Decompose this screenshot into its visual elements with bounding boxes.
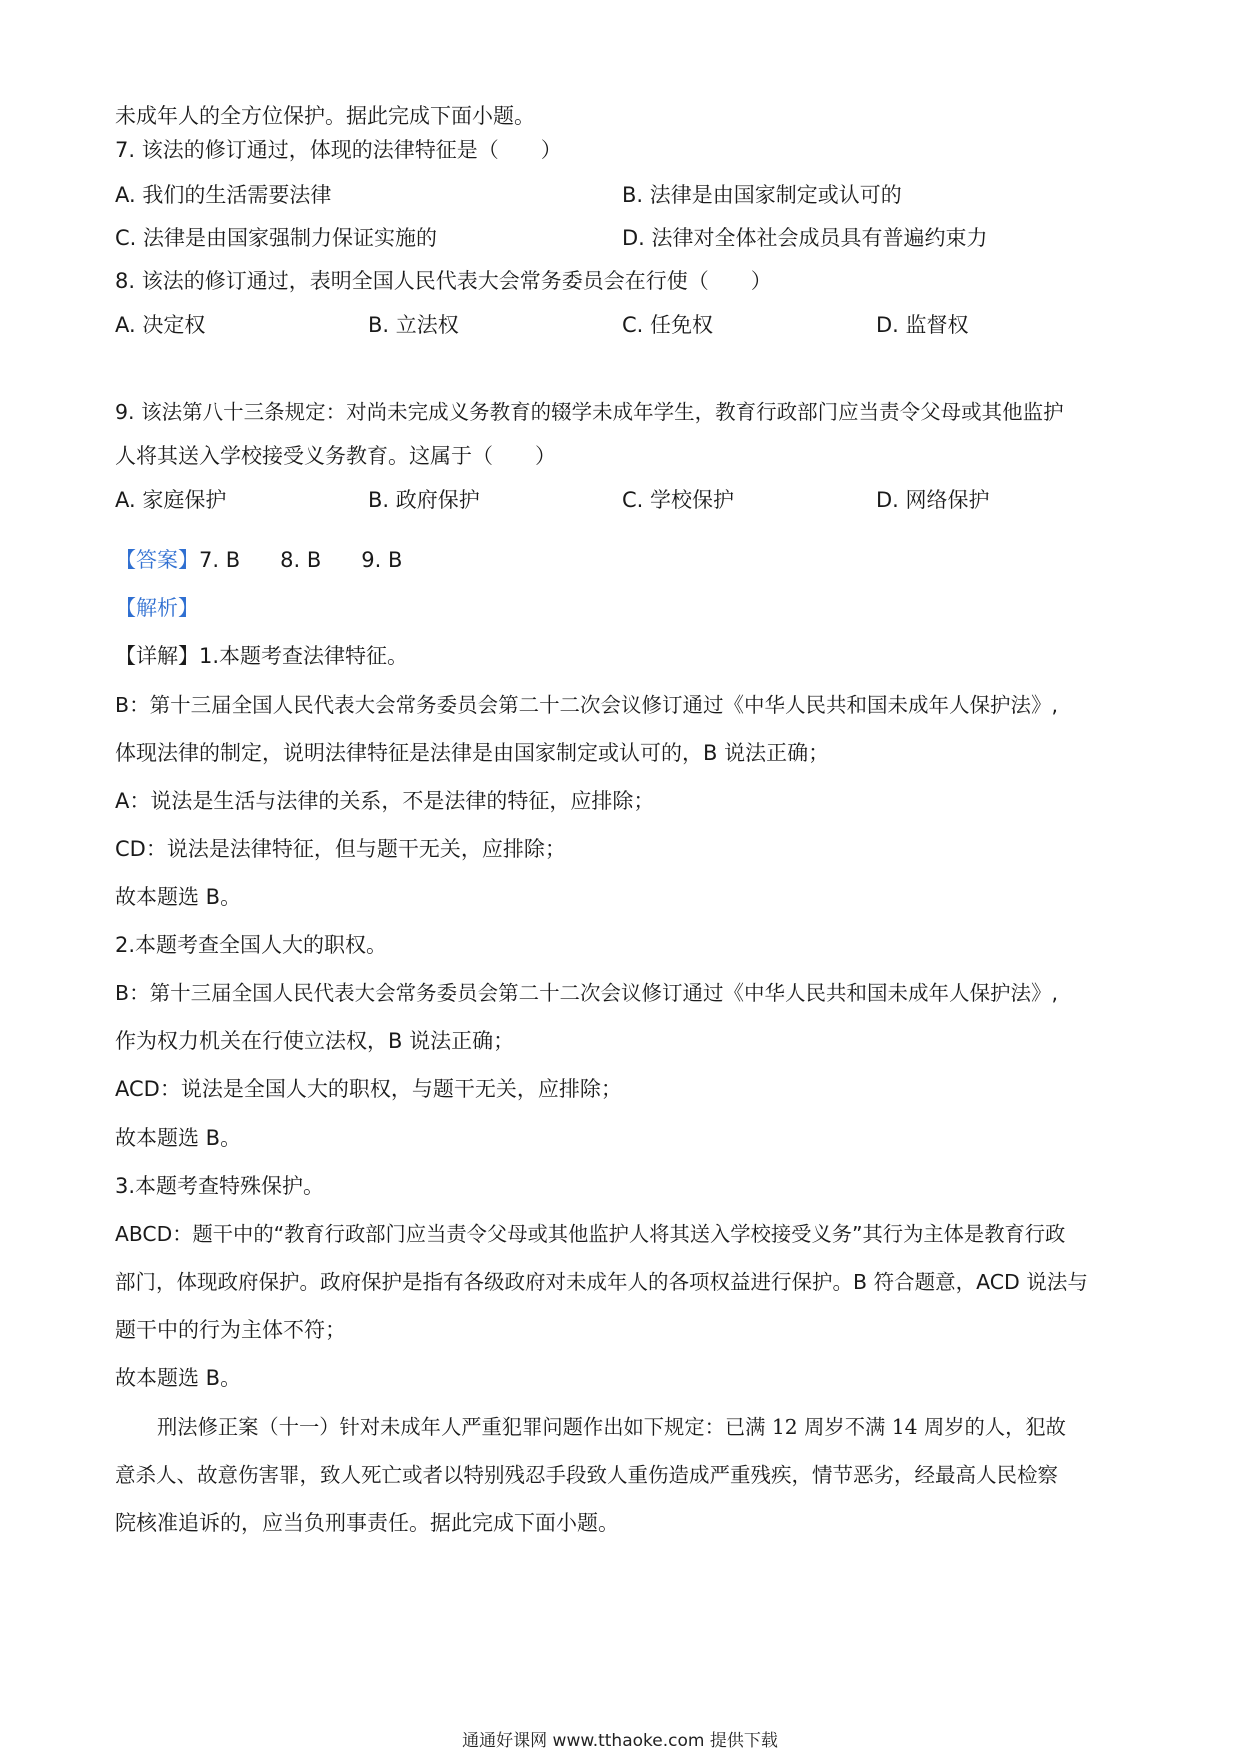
passage-line: 刑法修正案（十一）针对未成年人严重犯罪问题作出如下规定：已满 12 周岁不满 14 周岁的人，犯故 xyxy=(157,1415,1066,1439)
question-7-option-d: D. 法律对全体社会成员具有普遍约束力 xyxy=(622,226,988,250)
detail-line: B：第十三届全国人民代表大会常务委员会第二十二次会议修订通过《中华人民共和国未成年人保护法》, xyxy=(115,693,1059,717)
intro-tail: 未成年人的全方位保护。据此完成下面小题。 xyxy=(115,104,535,128)
question-9-option-c: C. 学校保护 xyxy=(622,488,735,512)
passage-line: 意杀人、故意伤害罪，致人死亡或者以特别残忍手段致人重伤造成严重残疾，情节恶劣，经最高人民检察 xyxy=(115,1463,1058,1487)
detail-line: 3.本题考查特殊保护。 xyxy=(115,1174,325,1198)
detail-line: 故本题选 B。 xyxy=(115,1126,242,1150)
detail-line: ACD：说法是全国人大的职权，与题干无关，应排除； xyxy=(115,1077,622,1101)
question-7-option-a: A. 我们的生活需要法律 xyxy=(115,183,332,207)
question-8-option-a: A. 决定权 xyxy=(115,313,206,337)
detail-line: 体现法律的制定，说明法律特征是法律是由国家制定或认可的，B 说法正确； xyxy=(115,741,830,765)
detail-line: 题干中的行为主体不符； xyxy=(115,1318,346,1342)
answer-row xyxy=(115,545,442,575)
detail-line: 作为权力机关在行使立法权，B 说法正确； xyxy=(115,1029,515,1053)
passage-line: 院核准追诉的，应当负刑事责任。据此完成下面小题。 xyxy=(115,1511,619,1535)
question-9-option-d: D. 网络保护 xyxy=(876,488,990,512)
detail-line: 2.本题考查全国人大的职权。 xyxy=(115,933,388,957)
detail-line: CD：说法是法律特征，但与题干无关，应排除； xyxy=(115,837,566,861)
page-footer: 通通好课网 www.tthaoke.com 提供下载 xyxy=(462,1731,778,1751)
question-9-stem-line1: 9. 该法第八十三条规定：对尚未完成义务教育的辍学未成年学生，教育行政部门应当责令父母或其他监护 xyxy=(115,400,1064,424)
question-7-stem: 7. 该法的修订通过，体现的法律特征是（ ） xyxy=(115,138,562,162)
detail-line: A：说法是生活与法律的关系，不是法律的特征，应排除； xyxy=(115,789,655,813)
question-8-stem: 8. 该法的修订通过，表明全国人民代表大会常务委员会在行使（ ） xyxy=(115,269,772,293)
detail-line: 故本题选 B。 xyxy=(115,1366,242,1390)
question-9-stem-line2: 人将其送入学校接受义务教育。这属于（ ） xyxy=(115,444,556,468)
answer-8: 8. B xyxy=(280,548,322,572)
analysis-label: 【解析】 xyxy=(115,596,199,620)
detail-line: 部门，体现政府保护。政府保护是指有各级政府对未成年人的各项权益进行保护。B 符合题意，ACD 说法与 xyxy=(115,1270,1088,1294)
question-9-option-a: A. 家庭保护 xyxy=(115,488,227,512)
detail-line: 【详解】1.本题考查法律特征。 xyxy=(115,644,409,668)
question-7-option-c: C. 法律是由国家强制力保证实施的 xyxy=(115,226,438,250)
detail-line: ABCD：题干中的“教育行政部门应当责令父母或其他监护人将其送入学校接受义务”其行为主体是教育行政 xyxy=(115,1222,1066,1246)
question-9-option-b: B. 政府保护 xyxy=(368,488,480,512)
answer-7: 7. B xyxy=(199,548,241,572)
answer-9: 9. B xyxy=(361,548,403,572)
detail-line: B：第十三届全国人民代表大会常务委员会第二十二次会议修订通过《中华人民共和国未成年人保护法》, xyxy=(115,981,1059,1005)
answer-label: 【答案】 xyxy=(115,548,199,572)
question-7-option-b: B. 法律是由国家制定或认可的 xyxy=(622,183,902,207)
detail-line: 故本题选 B。 xyxy=(115,885,242,909)
question-8-option-c: C. 任免权 xyxy=(622,313,714,337)
question-8-option-d: D. 监督权 xyxy=(876,313,969,337)
question-8-option-b: B. 立法权 xyxy=(368,313,459,337)
